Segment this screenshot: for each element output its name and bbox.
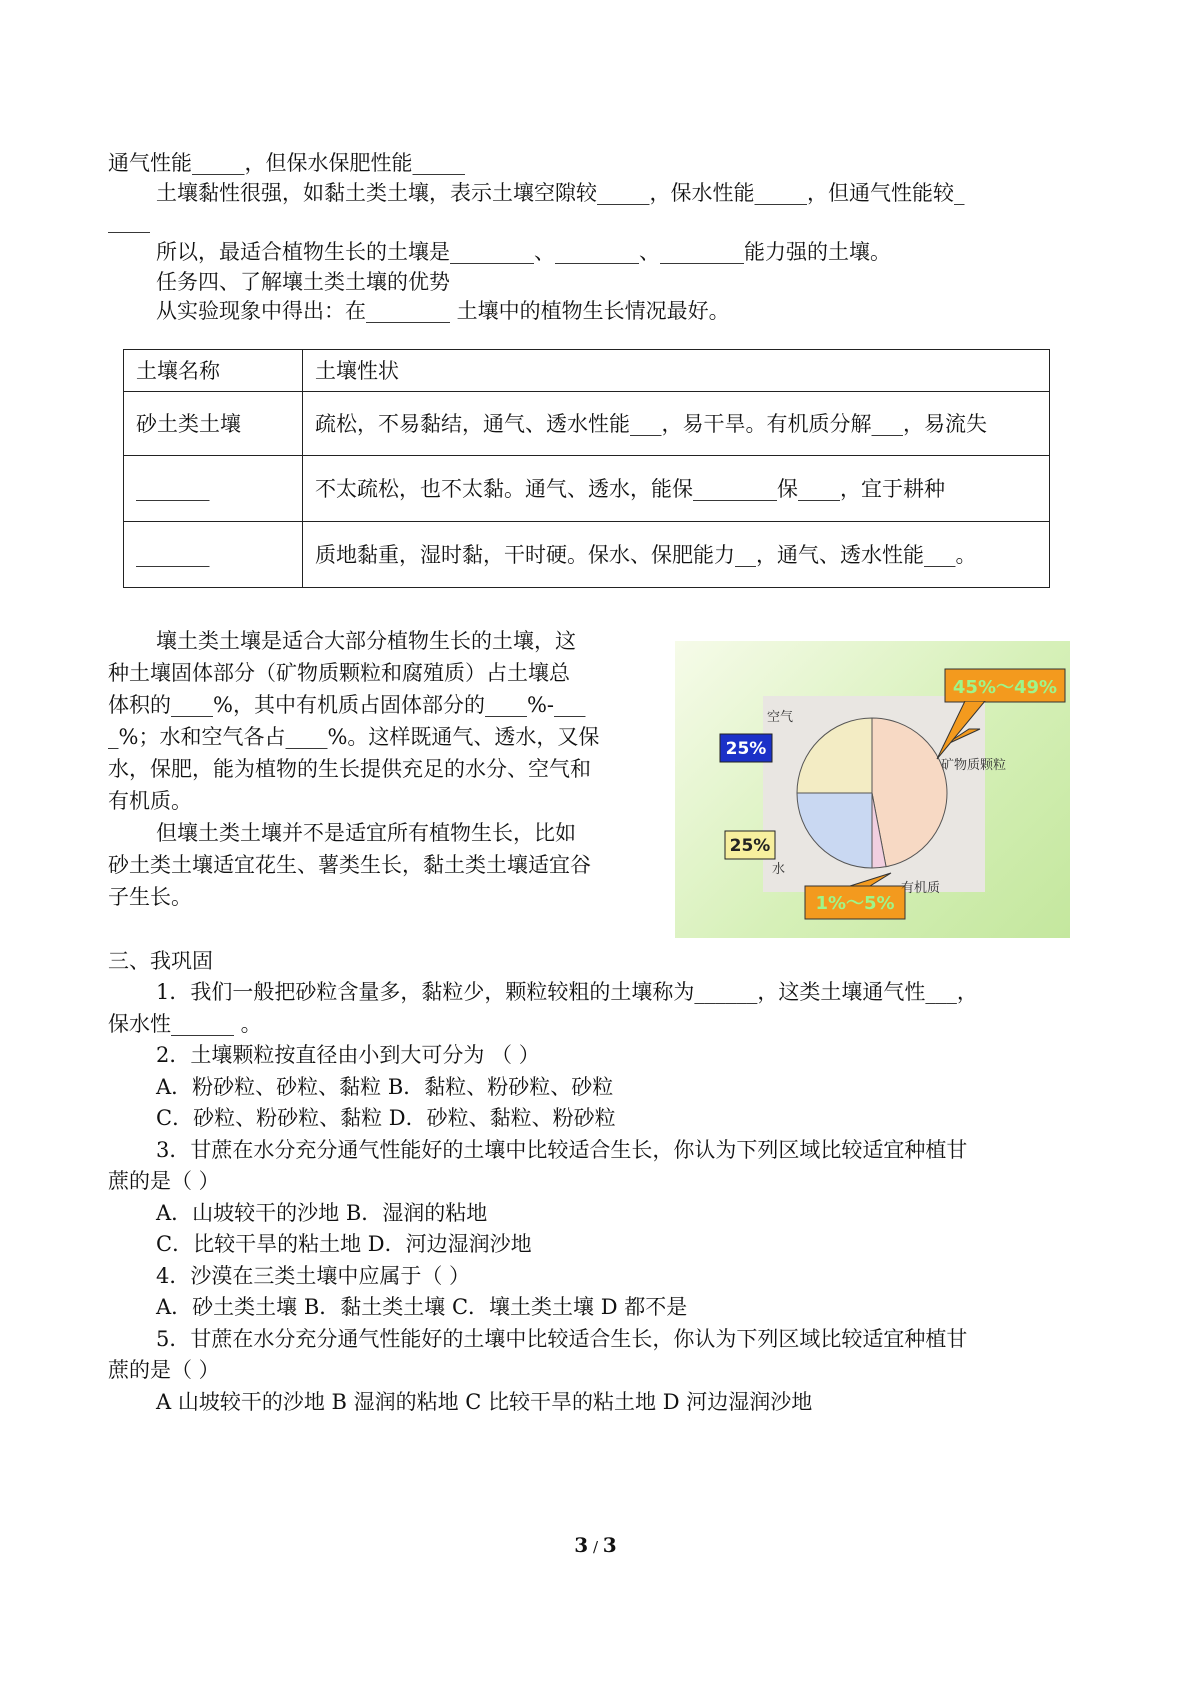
- text-line: 砂土类土壤适宜花生、薯类生长，黏土类土壤适宜谷: [108, 853, 591, 877]
- question-2-options: C．砂粒、粉砂粒、黏粒 D．砂粒、黏粒、粉砂粒: [156, 1106, 616, 1130]
- table-cell: 不太疏松，也不太黏。通气、透水，能保________保____，宜于耕种: [303, 456, 1050, 522]
- label-mineral-text: 矿物质颗粒: [941, 758, 1007, 773]
- table-header-cell: 土壤性状: [303, 350, 1050, 392]
- question-1-cont: 保水性______ 。: [108, 1012, 262, 1036]
- label-organic: 有机质: [901, 881, 941, 896]
- page-current: 3: [574, 1533, 589, 1557]
- question-3: 3．甘蔗在水分充分通气性能好的土壤中比较适合生长，你认为下列区域比较适宜种植甘: [156, 1138, 968, 1162]
- question-5: 5．甘蔗在水分充分通气性能好的土壤中比较适合生长，你认为下列区域比较适宜种植甘: [156, 1327, 968, 1351]
- table-cell: _______: [124, 522, 303, 588]
- section-heading: 三、我巩固: [108, 949, 213, 973]
- callout-mineral-text: 45%～49%: [952, 677, 1058, 698]
- question-1: 1．我们一般把砂粒含量多，黏粒少，颗粒较粗的土壤称为______，这类土壤通气性___，: [156, 980, 978, 1004]
- question-5-options: A 山坡较干的沙地 B 湿润的粘地 C 比较干旱的粘土地 D 河边湿润沙地: [156, 1390, 813, 1414]
- text-line: 体积的____%，其中有机质占固体部分的____%-___: [108, 693, 586, 717]
- question-4-options: A．砂土类土壤 B．黏土类土壤 C．壤土类土壤 D 都不是: [156, 1295, 688, 1319]
- text-line: 土壤黏性很强，如黏土类土壤，表示土壤空隙较_____，保水性能_____，但通气性能较_: [156, 181, 965, 205]
- label-mineral: [941, 757, 1006, 773]
- page-separator: /: [588, 1538, 603, 1556]
- text-line: 种土壤固体部分（矿物质颗粒和腐殖质）占土壤总: [108, 661, 570, 685]
- page-total: 3: [602, 1533, 617, 1557]
- question-2-options: A．粉砂粒、砂粒、黏粒 B．黏粒、粉砂粒、砂粒: [156, 1075, 614, 1099]
- table-row: [124, 456, 1050, 522]
- pie-chart: [675, 641, 1070, 938]
- text-line: 壤土类土壤是适合大部分植物生长的土壤，这: [156, 629, 576, 653]
- question-3-options: C．比较干旱的粘土地 D．河边湿润沙地: [156, 1232, 532, 1256]
- table-cell: 疏松，不易黏结，通气、透水性能___，易干旱。有机质分解___，易流失: [303, 392, 1050, 456]
- callout-organic-text: 1%～5%: [815, 893, 895, 914]
- question-2: 2．土壤颗粒按直径由小到大可分为 （ ）: [156, 1043, 540, 1067]
- text-line: 但壤土类土壤并不是适宜所有植物生长，比如: [156, 821, 576, 845]
- table-header-row: [124, 350, 1050, 392]
- water-percent-text: 25%: [729, 836, 771, 856]
- text-line: 有机质。: [108, 789, 192, 813]
- table-cell: _______: [124, 456, 303, 522]
- question-3-options: A．山坡较干的沙地 B．湿润的粘地: [156, 1201, 488, 1225]
- table-cell: 砂土类土壤: [124, 392, 303, 456]
- page-number: [0, 1533, 1191, 1557]
- question-4: 4．沙漠在三类土壤中应属于（ ）: [156, 1264, 471, 1288]
- table-row: [124, 392, 1050, 456]
- question-3-cont: 蔗的是（ ）: [108, 1169, 220, 1193]
- table-row: [124, 522, 1050, 588]
- text-line: 子生长。: [108, 885, 192, 909]
- table-cell: 质地黏重，湿时黏，干时硬。保水、保肥能力__，通气、透水性能___。: [303, 522, 1050, 588]
- text-line: 所以，最适合植物生长的土壤是________、________、________能力强的土壤。: [156, 240, 891, 264]
- text-line: 水，保肥，能为植物的生长提供充足的水分、空气和: [108, 757, 591, 781]
- section-heading: 任务四、了解壤土类土壤的优势: [156, 270, 450, 294]
- label-air: 空气: [767, 710, 794, 725]
- soil-table: [123, 349, 1050, 588]
- air-percent-text: 25%: [725, 739, 767, 759]
- text-line: ____: [108, 209, 150, 233]
- text-line: _%；水和空气各占____%。这样既通气、透水，又保: [108, 725, 600, 749]
- label-water: 水: [772, 862, 786, 877]
- text-line: 通气性能_____，但保水保肥性能_____: [108, 151, 465, 175]
- question-5-cont: 蔗的是（ ）: [108, 1358, 220, 1382]
- table-header-cell: 土壤名称: [124, 350, 303, 392]
- text-line: 从实验现象中得出：在________ 土壤中的植物生长情况最好。: [156, 299, 730, 323]
- soil-composition-figure: [675, 641, 1070, 938]
